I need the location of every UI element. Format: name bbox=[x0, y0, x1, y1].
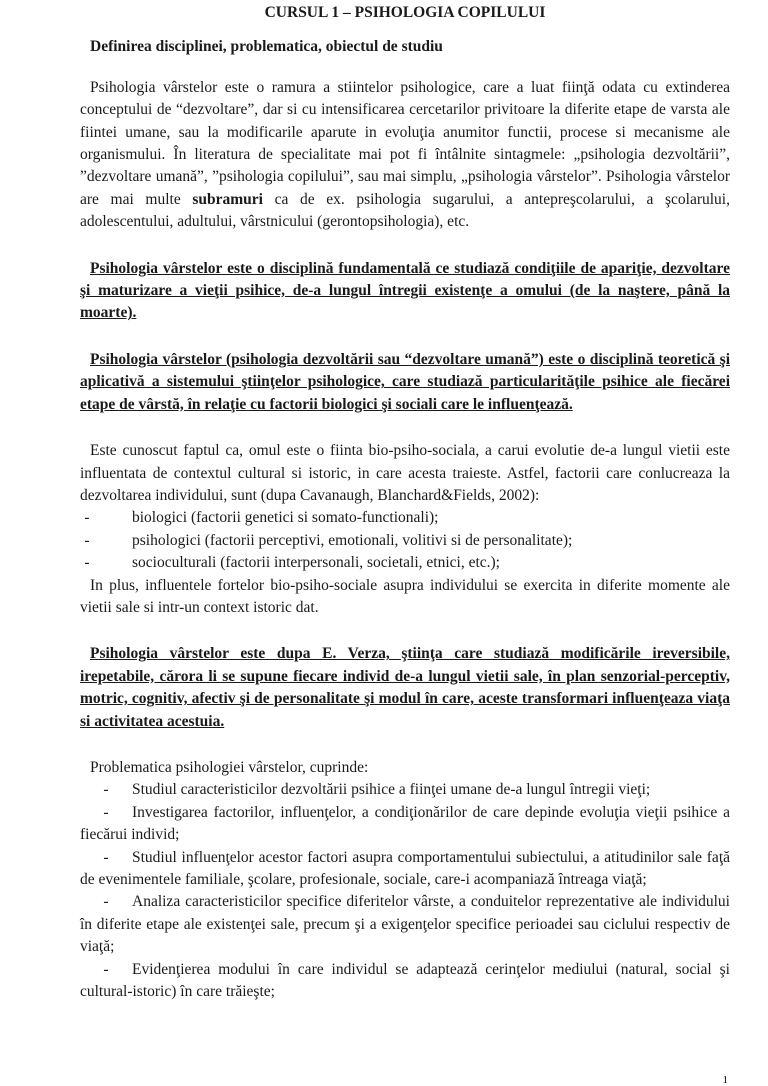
list-item: - Studiul caracteristicilor dezvoltării psihice a fiinţei umane de-a lungul întregii vieţi; bbox=[80, 779, 730, 801]
document-page bbox=[80, 0, 730, 1003]
list-item: - Analiza caracteristicilor specifice diferitelor vârste, a conduitelor reprezentative ale individului în diferite etape ale existenţei sale, precum şi a exigenţelor specifice perioadei sau ciclului respectiv de viaţă; bbox=[80, 893, 730, 956]
list-dash: - bbox=[103, 893, 109, 911]
problems-intro-paragraph: Problematica psihologiei vârstelor, cuprinde: bbox=[90, 758, 369, 776]
definition-paragraph-1: Psihologia vârstelor este o disciplină fundamentală ce studiază condiţiile de apariţie, dezvoltare şi maturizare a vieţii psihice, de-a lungul întregii existenţe a omului (de la naştere, până la moarte). bbox=[80, 259, 730, 322]
intro-bold-term: subramuri bbox=[192, 190, 263, 208]
intro-paragraph bbox=[80, 77, 730, 234]
factors-outro-paragraph: In plus, influentele fortelor bio-psiho-sociale asupra individului se exercita in diferite momente ale vietii sale si intr-un context istoric dat. bbox=[80, 576, 730, 616]
list-item: - Studiul influenţelor acestor factori asupra comportamentului subiectului, a atitudinilor sale faţă de evenimentele familiale, şcolare, profesionale, sociale, care-i acompaniază întreaga viaţă; bbox=[80, 848, 730, 888]
intro-text-2: ca de ex. psihologia sugarului, a antepreşcolarului, a şcolarului, adolescentului, adultului, vârstnicului (gerontopsihologia), etc. bbox=[80, 190, 730, 231]
definition-paragraph-2: Psihologia vârstelor (psihologia dezvoltării sau “dezvoltare umană”) este o disciplină teoretică şi aplicativă a sistemului ştiinţelor psihologice, care studiază particularităţile psihice ale fiecărei etape de vârstă, în relaţie cu factorii biologici şi sociali care le influenţează. bbox=[80, 350, 730, 413]
list-item: - Evidenţierea modului în care individul se adaptează cerinţelor mediului (natural, social şi cultural-istoric) în care trăieşte; bbox=[80, 960, 730, 1001]
intro-text-1: Psihologia vârstelor este o ramura a stiintelor psihologice, care a luat fiinţă odata cu extinderea conceptului de “dezvoltare”, dar si cu intensificarea cercetarilor privitoare la diferite etape de varsta ale fiintei umane, sau la modificarile aparute in evoluţia anumitor functii, procese si mecanisme ale organismului. În literatura de specialitate mai pot fi întâlnite sintagmele: „psihologia dezvoltării”, ”dezvoltare umană”, ”psihologia copilului”, sau mai simplu, „psihologia vârstelor”. Psihologia vârstelor are mai multe bbox=[80, 78, 730, 208]
list-dash: - bbox=[103, 848, 109, 866]
list-item: - socioculturali (factorii interpersonali, societali, etnici, etc.); bbox=[80, 552, 730, 574]
section-subtitle: Definirea disciplinei, problematica, obiectul de studiu bbox=[90, 38, 443, 56]
definition-paragraph-3: Psihologia vârstelor este dupa E. Verza, ştiinţa care studiază modificările ireversibile, irepetabile, cărora li se supune fiecare individ de-a lungul vietii sale, în plan senzorial-perceptiv, motric, cognitiv, afectiv şi de personalitate şi modul în care, aceste transformari influenţeaza viaţa si activitatea acestuia. bbox=[80, 645, 730, 730]
problems-list bbox=[80, 779, 730, 1003]
page-number: 1 bbox=[722, 1074, 728, 1086]
list-dash: - bbox=[84, 509, 90, 527]
list-dash: - bbox=[84, 531, 90, 549]
factors-list bbox=[80, 507, 730, 574]
list-dash: - bbox=[103, 803, 109, 821]
list-dash: - bbox=[103, 960, 109, 978]
list-item: - psihologici (factorii perceptivi, emotionali, volitivi si de personalitate); bbox=[80, 530, 730, 552]
list-item: - Investigarea factorilor, influenţelor, a condiţionărilor de care depinde evoluţia vieţii psihice a fiecărui individ; bbox=[80, 803, 730, 844]
list-dash: - bbox=[84, 554, 90, 572]
list-dash: - bbox=[103, 781, 109, 799]
factors-intro-paragraph: Este cunoscut faptul ca, omul este o fiinta bio-psiho-sociala, a carui evolutie de-a lungul vietii este influentata de contextul cultural si istoric, in care acesta traieste. Astfel, factorii care conlucreaza la dezvoltarea individului, sunt (dupa Cavanaugh, Blanchard&Fields, 2002): bbox=[80, 442, 730, 504]
list-item: - biologici (factorii genetici si somato-functionali); bbox=[80, 507, 730, 529]
course-title: CURSUL 1 – PSIHOLOGIA COPILULUI bbox=[264, 4, 546, 21]
